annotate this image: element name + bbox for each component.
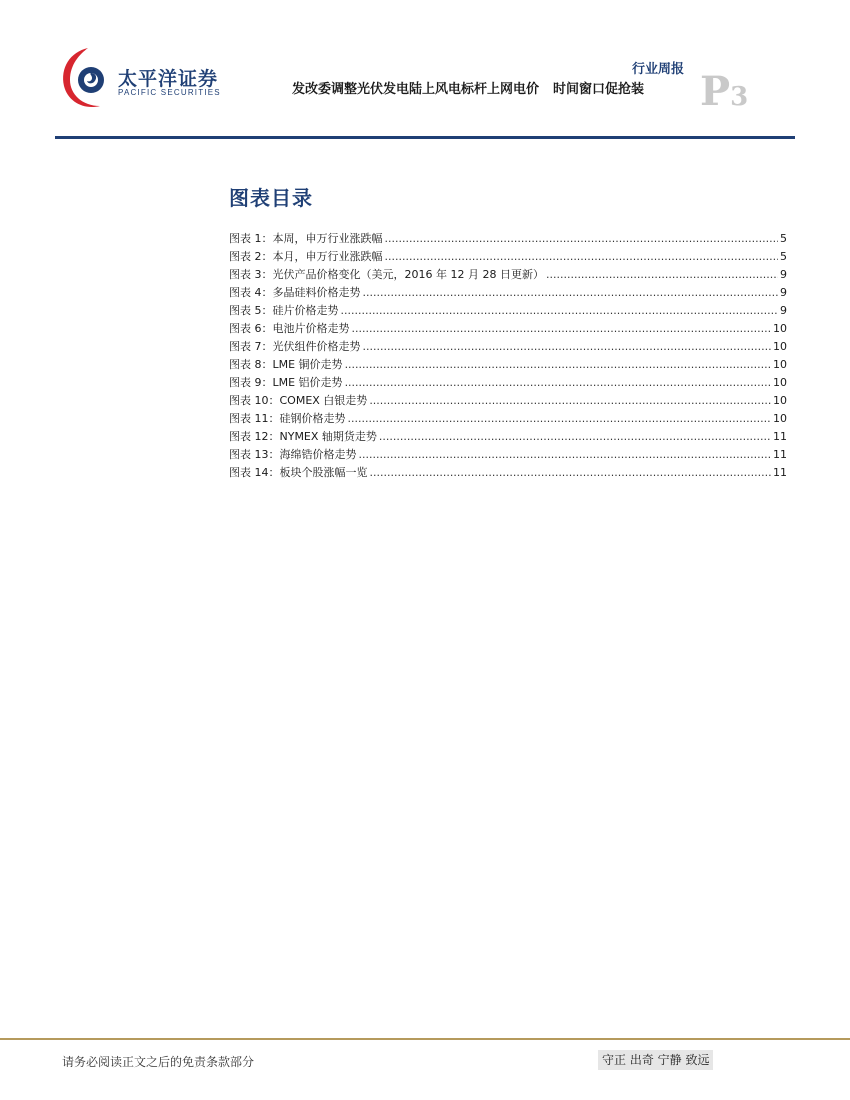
toc-entry[interactable] — [229, 338, 787, 356]
logo-name-en: PACIFIC SECURITIES — [118, 88, 221, 97]
logo-name-cn: 太平洋证券 — [118, 68, 219, 90]
footer-disclaimer: 请务必阅读正文之后的免责条款部分 — [62, 1055, 255, 1069]
header-divider — [55, 136, 795, 139]
toc-dot-leader — [363, 338, 772, 356]
toc-entry-label: 图表 7：光伏组件价格走势 — [229, 340, 361, 353]
report-title-part2: 时间窗口促抢装 — [553, 82, 645, 97]
toc-entry[interactable] — [229, 266, 787, 284]
toc-entry-label: 图表 12：NYMEX 轴期货走势 — [229, 430, 377, 443]
toc-entry[interactable] — [229, 374, 787, 392]
toc-entry-page: 10 — [773, 394, 787, 407]
toc-entry[interactable] — [229, 446, 787, 464]
toc-entry-page: 10 — [773, 412, 787, 425]
toc-entry[interactable] — [229, 248, 787, 266]
page-number-mark — [700, 68, 749, 115]
report-title — [292, 78, 644, 97]
toc-entry[interactable] — [229, 392, 787, 410]
toc-entry-label: 图表 11：硅钢价格走势 — [229, 412, 346, 425]
toc-entry-label: 图表 8：LME 铜价走势 — [229, 358, 343, 371]
toc-entry[interactable] — [229, 230, 787, 248]
toc-entry-page: 10 — [773, 376, 787, 389]
page-letter: P — [700, 68, 731, 115]
toc-dot-leader — [546, 266, 778, 284]
toc-entry-page: 5 — [780, 232, 787, 245]
footer-divider — [0, 1038, 850, 1040]
toc-dot-leader — [341, 302, 779, 320]
footer-motto: 守正 出奇 宁静 致远 — [598, 1050, 713, 1070]
toc-dot-leader — [345, 356, 771, 374]
toc-entry-page: 9 — [780, 304, 787, 317]
toc-dot-leader — [359, 446, 772, 464]
toc-entry[interactable] — [229, 320, 787, 338]
report-type: 行业周报 — [631, 62, 684, 77]
toc-dot-leader — [379, 428, 771, 446]
toc-list — [229, 230, 787, 482]
toc-entry-label: 图表 2：本月，申万行业涨跌幅 — [229, 250, 383, 263]
toc-entry[interactable] — [229, 356, 787, 374]
toc-dot-leader — [352, 320, 772, 338]
toc-dot-leader — [345, 374, 771, 392]
toc-dot-leader — [369, 392, 771, 410]
toc-entry-page: 9 — [780, 286, 787, 299]
toc-entry-label: 图表 4：多晶硅料价格走势 — [229, 286, 361, 299]
toc-entry-label: 图表 5：硅片价格走势 — [229, 304, 339, 317]
toc-entry-page: 10 — [773, 340, 787, 353]
toc-entry-label: 图表 9：LME 铝价走势 — [229, 376, 343, 389]
page-number: 3 — [730, 82, 749, 112]
toc-entry[interactable] — [229, 410, 787, 428]
toc-entry-page: 11 — [773, 466, 787, 479]
toc-dot-leader — [370, 464, 772, 482]
toc-heading: 图表目录 — [229, 186, 313, 210]
pacific-securities-emblem-icon — [58, 44, 114, 114]
toc-entry-label: 图表 1：本周，申万行业涨跌幅 — [229, 232, 383, 245]
toc-entry-page: 10 — [773, 322, 787, 335]
toc-entry[interactable] — [229, 302, 787, 320]
toc-dot-leader — [363, 284, 779, 302]
toc-entry[interactable] — [229, 284, 787, 302]
toc-dot-leader — [385, 230, 779, 248]
toc-entry[interactable] — [229, 464, 787, 482]
toc-dot-leader — [348, 410, 772, 428]
toc-entry-page: 9 — [780, 268, 787, 281]
toc-entry[interactable] — [229, 428, 787, 446]
report-title-part1: 发改委调整光伏发电陆上风电标杆上网电价 — [292, 82, 540, 97]
toc-entry-page: 11 — [773, 430, 787, 443]
toc-entry-page: 5 — [780, 250, 787, 263]
toc-entry-label: 图表 3：光伏产品价格变化（美元，2016 年 12 月 28 日更新） — [229, 268, 544, 281]
toc-entry-label: 图表 13：海绵锆价格走势 — [229, 448, 357, 461]
toc-entry-label: 图表 14：板块个股涨幅一览 — [229, 466, 368, 479]
toc-entry-page: 10 — [773, 358, 787, 371]
toc-entry-label: 图表 6：电池片价格走势 — [229, 322, 350, 335]
toc-dot-leader — [385, 248, 779, 266]
company-logo — [58, 44, 248, 114]
toc-entry-label: 图表 10：COMEX 白银走势 — [229, 394, 368, 407]
toc-entry-page: 11 — [773, 448, 787, 461]
